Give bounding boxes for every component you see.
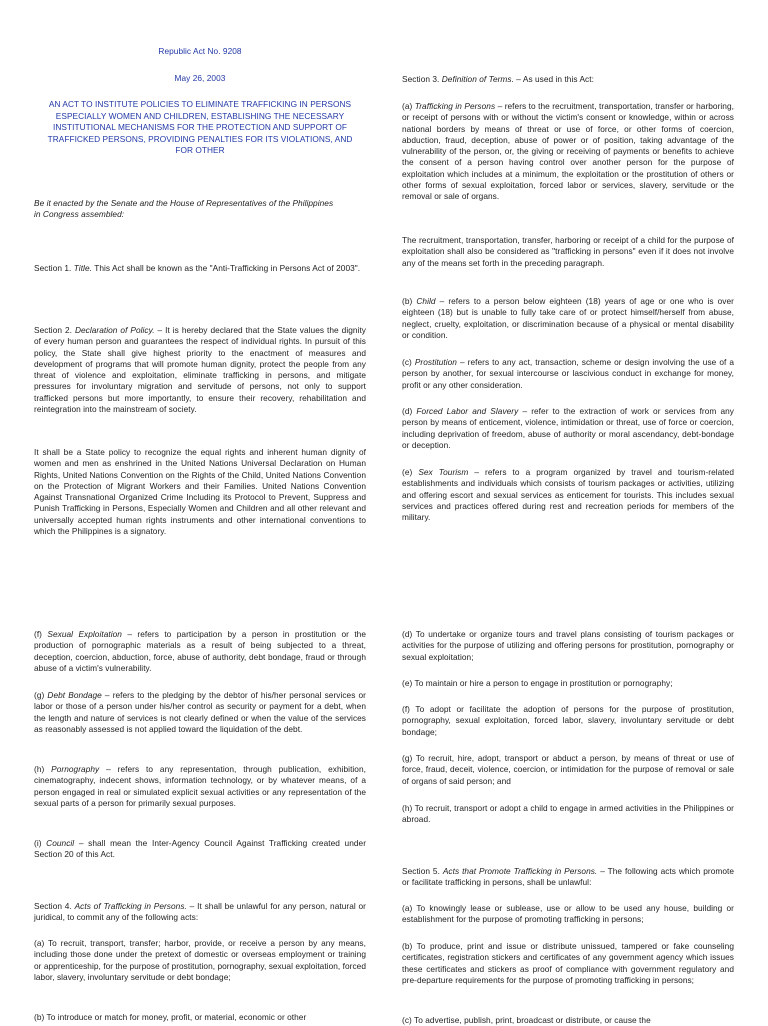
definition-sex-tourism: (e) Sex Tourism – refers to a program organized by travel and tourism-related establishments and individuals which consists of tourism packages or activities, utilizing and offering escort and sexual services as enticement for tourists. This includes sexual services and practices offered during rest and recreation periods for members of the military. [402, 467, 734, 523]
section-2: Section 2. Declaration of Policy. – It is hereby declared that the State values the dignity of every human person and guarantees the respect of individual rights. In pursuit of this policy, the State shall give highest priority to the enactment of measures and development of programs that will promote human dignity, protect the people from any threat of violence and exploitation, eliminate trafficking in persons, and mitigate pressures for involuntary migration and servitude of persons, not only to support trafficked persons but more importantly, to ensure their recovery, rehabilitation and reintegration into the mainstream of society. [34, 325, 367, 415]
definition-trafficking: (a) Trafficking in Persons – refers to the recruitment, transportation, transfer or harboring, or receipt of persons with or without the victim's consent or knowledge, within or across national borders by means of threat or use of force, or other forms of coercion, abduction, fraud, deception, abuse of power or of position, taking advantage of the vulnerability of the person, or, the giving or receiving of payments or benefits to achieve the consent of a person having control over another person for the purpose of exploitation which includes at a minimum, the exploitation or the prostitution of others or other forms of sexual exploitation, forced labor or services, slavery, servitude or the removal or sale of organs. [402, 101, 734, 202]
enacting-clause: Be it enacted by the Senate and the House of Representatives of the Philippines in Congress assembled: [34, 198, 334, 220]
section-5-b: (b) To produce, print and issue or distribute unissued, tampered or fake counseling certificates, registration stickers and certificates of any government agency which issues these certificates and stickers as proof of compliance with government regulatory and pre-departure requirements for the purpose of promoting trafficking in persons; [402, 941, 734, 985]
section-2-para-2: It shall be a State policy to recognize the equal rights and inherent human dignity of women and men as enshrined in the United Nations Universal Declaration on Human Rights, United Nations Convention on the Rights of the Child, United Nations Convention on the Protection of Migrant Workers and their Families. United Nations Convention Against Transnational Organized Crime Including its Protocol to Prevent, Suppress and Punish Trafficking in Persons, Especially Women and Children and all other relevant and universally accepted human rights instruments and other international conventions to which the Philippines is a signatory. [34, 447, 366, 537]
section-5-c: (c) To advertise, publish, print, broadcast or distribute, or cause the [402, 1015, 651, 1025]
section-4-a: (a) To recruit, transport, transfer; harbor, provide, or receive a person by any means, including those done under the pretext of domestic or overseas employment or training or apprenticeship, for the purpose of prostitution, pornography, sexual exploitation, forced labor, slavery, involuntary servitude or debt bondage; [34, 938, 366, 982]
definition-prostitution: (c) Prostitution – refers to any act, transaction, scheme or design involving the use of a person by another, for sexual intercourse or lascivious conduct in exchange for money, profit or any other consideration. [402, 357, 735, 390]
section-5-heading: Section 5. Acts that Promote Trafficking in Persons. – The following acts which promote or facilitate trafficking in persons, shall be unlawful: [402, 866, 735, 888]
section-1: Section 1. Title. This Act shall be known as the "Anti-Trafficking in Persons Act of 2003". [34, 263, 361, 273]
section-5-a: (a) To knowingly lease or sublease, use or allow to be used any house, building or establishment for the purpose of promoting trafficking in persons; [402, 903, 734, 925]
act-number: Republic Act No. 9208 [158, 46, 242, 56]
definition-child: (b) Child – refers to a person below eighteen (18) years of age or one who is over eighteen (18) but is unable to fully take care of or protect himself/herself from abuse, neglect, cruelty, exploitation, or discrimination because of a physical or mental disability or condition. [402, 296, 734, 340]
definition-forced-labor: (d) Forced Labor and Slavery – refer to the extraction of work or services from any person by means of enticement, violence, intimidation or threat, use of force or coercion, including deprivation of freedom, abuse of authority or moral ascendancy, debt-bondage or deception. [402, 406, 734, 450]
act-title: AN ACT TO INSTITUTE POLICIES TO ELIMINATE TRAFFICKING IN PERSONS ESPECIALLY WOMEN AND CHILDREN, ESTABLISHING THE NECESSARY INSTITUTIONAL MECHANISMS FOR THE PROTECTION AND SUPPORT OF TRAFFICKED PERSONS, PROVIDING PENALTIES FOR ITS VIOLATIONS, AND FOR OTHER [47, 99, 353, 156]
act-date: May 26, 2003 [174, 73, 226, 83]
section-4-f: (f) To adopt or facilitate the adoption of persons for the purpose of prostitution, pornography, sexual exploitation, forced labor, slavery, involuntary servitude or debt bondage; [402, 704, 734, 737]
section-4-b: (b) To introduce or match for money, profit, or material, economic or other [34, 1012, 307, 1022]
definition-sexual-exploitation: (f) Sexual Exploitation – refers to participation by a person in prostitution or the production of pornographic materials as a result of being subjected to a threat, deception, coercion, abduction, force, abuse of authority, debt bondage, fraud or through abuse of a victim's vulnerability. [34, 629, 366, 673]
section-4-heading: Section 4. Acts of Trafficking in Persons. – It shall be unlawful for any person, natural or juridical, to commit any of the following acts: [34, 901, 366, 923]
section-4-e: (e) To maintain or hire a person to engage in prostitution or pornography; [402, 678, 673, 688]
definition-debt-bondage: (g) Debt Bondage – refers to the pledging by the debtor of his/her personal services or labor or those of a person under his/her control as security or payment for a debt, when the length and nature of services is not clearly defined or when the value of the services as reasonably assessed is not applied toward the liquidation of the debt. [34, 690, 366, 734]
section-4-d: (d) To undertake or organize tours and travel plans consisting of tourism packages or activities for the purpose of utilizing and offering persons for prostitution, pornography or sexual exploitation; [402, 629, 734, 662]
definition-pornography: (h) Pornography – refers to any representation, through publication, exhibition, cinematography, indecent shows, information technology, or by whatever means, of a person engaged in real or simulated explicit sexual activities or any representation of the sexual parts of a person for primarily sexual purposes. [34, 764, 366, 808]
section-4-h: (h) To recruit, transport or adopt a child to engage in armed activities in the Philippines or abroad. [402, 803, 734, 825]
section-3-heading: Section 3. Definition of Terms. – As used in this Act: [402, 74, 594, 84]
section-4-g: (g) To recruit, hire, adopt, transport or abduct a person, by means of threat or use of force, fraud, deceit, violence, coercion, or intimidation for the purpose of removal or sale of organs of said person; and [402, 753, 734, 786]
definition-council: (i) Council – shall mean the Inter-Agency Council Against Trafficking created under Section 20 of this Act. [34, 838, 367, 860]
definition-trafficking-child: The recruitment, transportation, transfer, harboring or receipt of a child for the purpose of exploitation shall also be considered as "trafficking in persons" even if it does not involve any of the means set forth in the preceding paragraph. [402, 235, 734, 268]
